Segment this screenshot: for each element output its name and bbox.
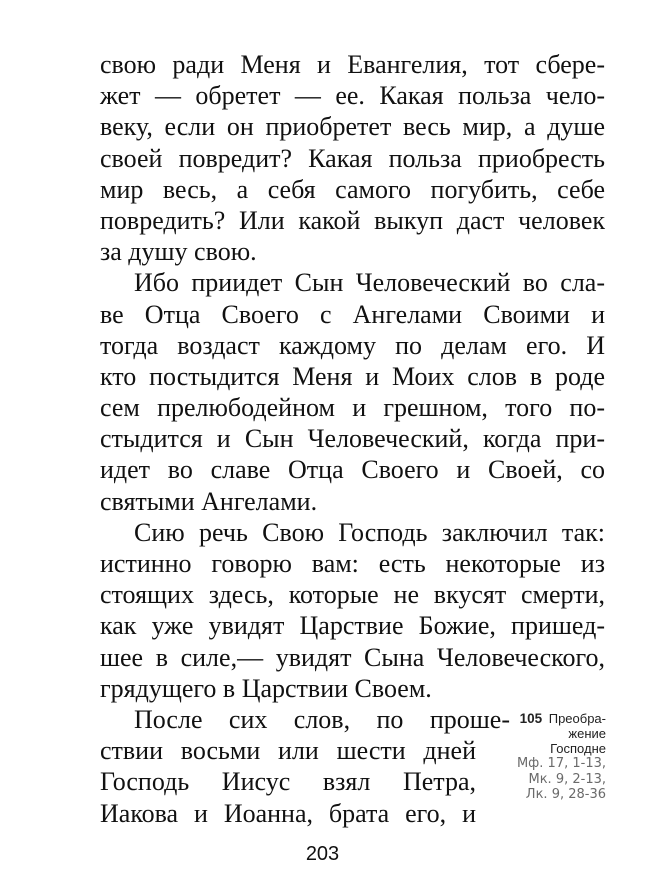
scripture-reference: Мф. 17, 1-13, (516, 756, 606, 771)
scripture-reference: Мк. 9, 2-13, (528, 771, 606, 787)
text-line: веку, если он приобретет весь мир, а душе (100, 112, 605, 142)
scripture-reference: Лк. 9, 28-36 (525, 787, 606, 802)
section-title-line: Господне (550, 741, 606, 756)
text-line: сем прелюбодейном и грешном, того по- (100, 393, 605, 423)
text-line: своей повредит? Какая польза приобресть (100, 143, 605, 173)
text-line: жет — обретет — ее. Какая польза чело- (100, 81, 605, 111)
text-line: истинно говорю вам: есть некоторые из (100, 549, 605, 578)
text-line: Иакова и Иоанна, брата его, и (100, 798, 476, 828)
section-title-line: Преобра- (548, 711, 606, 726)
text-line: После сих слов, по проше- (134, 704, 510, 734)
text-line: кто постыдится Меня и Моих слов в роде (100, 361, 605, 391)
text-line: грядущего в Царствии Своем. (100, 673, 432, 703)
text-line: как уже увидят Царствие Божие, пришед- (100, 611, 605, 641)
text-line: повредить? Или какой выкуп даст человек (100, 205, 605, 235)
text-line: святыми Ангелами. (100, 486, 318, 516)
text-line: тогда воздаст каждому по делам его. И (100, 330, 605, 360)
text-line: Сию речь Свою Господь заключил так: (134, 517, 605, 547)
text-line: мир весь, а себя самого погубить, себе (100, 174, 605, 204)
text-line: ве Отца Своего с Ангелами Своими и (100, 299, 605, 329)
text-line: за душу свою. (100, 237, 257, 267)
text-line: Господь Иисус взял Петра, (100, 767, 476, 797)
page-number: 203 (305, 843, 340, 865)
text-line: стыдится и Сын Человеческий, когда при- (100, 424, 605, 454)
margin-note (484, 711, 606, 803)
text-line: стоящих здесь, которые не вкусят смерти, (100, 580, 605, 610)
text-line: идет во славе Отца Своего и Своей, со (100, 455, 605, 485)
text-line: Ибо приидет Сын Человеческий во сла- (134, 268, 605, 298)
text-line: шее в силе,— увидят Сына Человеческого, (100, 642, 605, 672)
section-title-line: жение (568, 726, 606, 741)
section-number: 105 (519, 711, 543, 726)
margin-note-title (484, 711, 606, 726)
text-line: ствии восьми или шести дней (100, 736, 476, 766)
text-line: свою ради Меня и Евангелия, тот сбере- (100, 50, 605, 79)
